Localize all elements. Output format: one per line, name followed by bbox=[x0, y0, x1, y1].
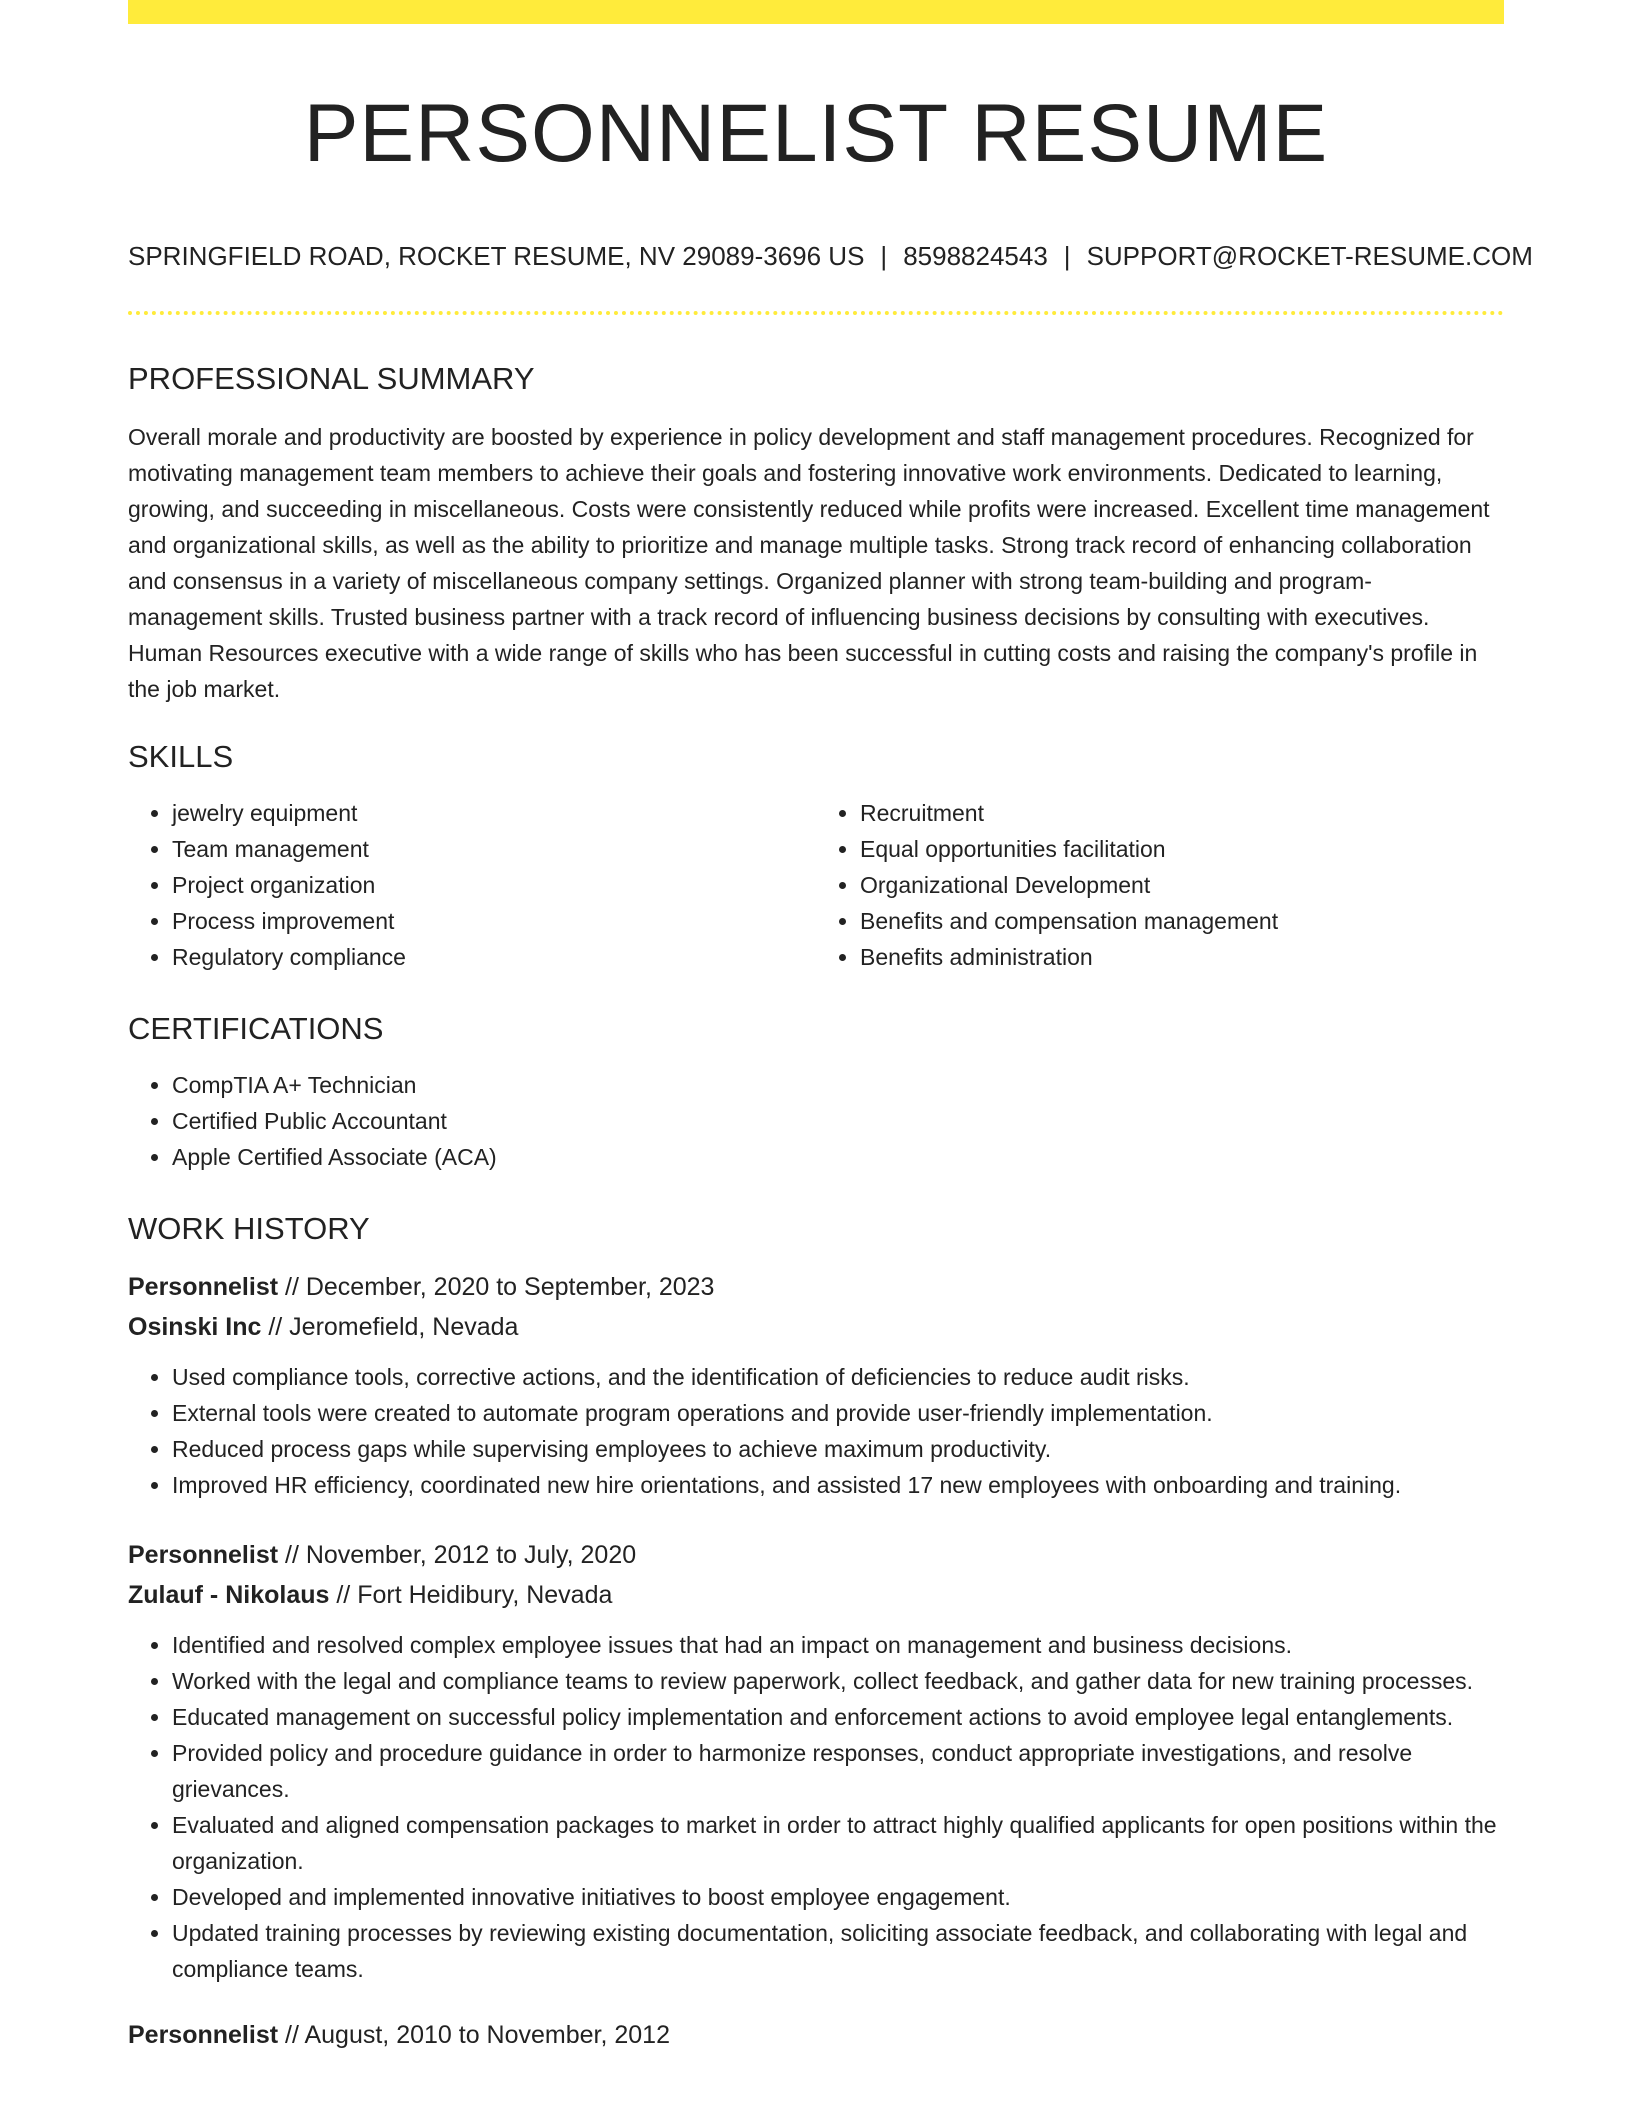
job-location: // Fort Heidibury, Nevada bbox=[329, 1581, 613, 1609]
job-bullet: • Provided policy and procedure guidance in order to harmonize responses, conduct appropriate investigations, and resolve grievances. bbox=[172, 1735, 1504, 1807]
job-role-line bbox=[128, 2015, 1504, 2055]
job-bullet: • Developed and implemented innovative initiatives to boost employee engagement. bbox=[172, 1879, 1504, 1915]
job-bullet: • Worked with the legal and compliance teams to review paperwork, collect feedback, and gather data for new training processes. bbox=[172, 1663, 1504, 1699]
certifications-list bbox=[128, 1067, 1504, 1175]
job-location: // Jeromefield, Nevada bbox=[261, 1313, 519, 1341]
skill-item: • Process improvement bbox=[172, 903, 816, 939]
resume-page bbox=[128, 0, 1533, 2055]
contact-email[interactable]: SUPPORT@ROCKET-RESUME.COM bbox=[1086, 241, 1533, 271]
job-bullet: • Educated management on successful policy implementation and enforcement actions to avoid employee legal entanglements. bbox=[172, 1699, 1504, 1735]
job-bullet: • Improved HR efficiency, coordinated new hire orientations, and assisted 17 new employees with onboarding and training. bbox=[172, 1467, 1504, 1503]
skill-item: • Organizational Development bbox=[860, 867, 1504, 903]
job-bullet: • Identified and resolved complex employee issues that had an impact on management and business decisions. bbox=[172, 1627, 1504, 1663]
skill-item: • Equal opportunities facilitation bbox=[860, 831, 1504, 867]
contact-separator: | bbox=[1063, 241, 1071, 271]
job-role-line bbox=[128, 1267, 1504, 1307]
job-company-line bbox=[128, 1307, 1504, 1347]
job-role: Personnelist bbox=[128, 1273, 279, 1301]
certifications-title: CERTIFICATIONS bbox=[128, 1011, 384, 1046]
job-dates: // November, 2012 to July, 2020 bbox=[278, 1541, 637, 1569]
certification-item: • CompTIA A+ Technician bbox=[172, 1067, 1504, 1103]
job-bullet: • Used compliance tools, corrective actions, and the identification of deficiencies to reduce audit risks. bbox=[172, 1359, 1504, 1395]
certification-item: • Apple Certified Associate (ACA) bbox=[172, 1139, 1504, 1175]
job-bullet-list bbox=[128, 1359, 1504, 1503]
skill-item: • Regulatory compliance bbox=[172, 939, 816, 975]
skills-left-list bbox=[128, 795, 816, 975]
dotted-divider bbox=[128, 311, 1504, 315]
skill-item: • Benefits administration bbox=[860, 939, 1504, 975]
accent-top-bar bbox=[128, 0, 1504, 24]
job-dates: // August, 2010 to November, 2012 bbox=[278, 2021, 670, 2049]
skills-title: SKILLS bbox=[128, 739, 234, 774]
job-bullet: • Reduced process gaps while supervising employees to achieve maximum productivity. bbox=[172, 1431, 1504, 1467]
resume-name-heading: PERSONNELIST RESUME bbox=[303, 88, 1329, 179]
skill-item: • Team management bbox=[172, 831, 816, 867]
job-role-line bbox=[128, 1535, 1504, 1575]
job-company: Zulauf - Nikolaus bbox=[128, 1581, 330, 1609]
job-role: Personnelist bbox=[128, 1541, 279, 1569]
skill-item: • jewelry equipment bbox=[172, 795, 816, 831]
job-company-line bbox=[128, 1575, 1504, 1615]
job-bullet: • Updated training processes by reviewing existing documentation, soliciting associate feedback, and collaborating with legal and compliance teams. bbox=[172, 1915, 1504, 1987]
job-company: Osinski Inc bbox=[128, 1313, 262, 1341]
certification-item: • Certified Public Accountant bbox=[172, 1103, 1504, 1139]
skills-right-list bbox=[816, 795, 1504, 975]
skills-columns bbox=[128, 795, 1504, 975]
contact-phone: 8598824543 bbox=[903, 241, 1048, 271]
job-bullet: • Evaluated and aligned compensation packages to market in order to attract highly qualified applicants for open positions within the organization. bbox=[172, 1807, 1504, 1879]
contact-line bbox=[128, 239, 1533, 273]
contact-address: SPRINGFIELD ROAD, ROCKET RESUME, NV 29089-3696 US bbox=[128, 241, 865, 271]
job-bullet-list bbox=[128, 1627, 1504, 1987]
contact-separator: | bbox=[880, 241, 888, 271]
skill-item: • Project organization bbox=[172, 867, 816, 903]
work-history-title: WORK HISTORY bbox=[128, 1211, 370, 1246]
job-dates: // December, 2020 to September, 2023 bbox=[278, 1273, 715, 1301]
summary-text: Overall morale and productivity are boosted by experience in policy development and staff management procedures. Recognized for motivating management team members to achieve their goals and fostering innovative work environments. Dedicated to learning, growing, and succeeding in miscellaneous. Costs were consistently reduced while profits were increased. Excellent time management and organizational skills, as well as the ability to prioritize and manage multiple tasks. Strong track record of enhancing collaboration and consensus in a variety of miscellaneous company settings. Organized planner with strong team-building and program-management skills. Trusted business partner with a track record of influencing business decisions by consulting with executives. Human Resources executive with a wide range of skills who has been successful in cutting costs and raising the company's profile in the job market. bbox=[128, 424, 1490, 702]
skill-item: • Benefits and compensation management bbox=[860, 903, 1504, 939]
skill-item: • Recruitment bbox=[860, 795, 1504, 831]
job-bullet: • External tools were created to automate program operations and provide user-friendly implementation. bbox=[172, 1395, 1504, 1431]
job-role: Personnelist bbox=[128, 2021, 279, 2049]
summary-title: PROFESSIONAL SUMMARY bbox=[128, 361, 535, 396]
